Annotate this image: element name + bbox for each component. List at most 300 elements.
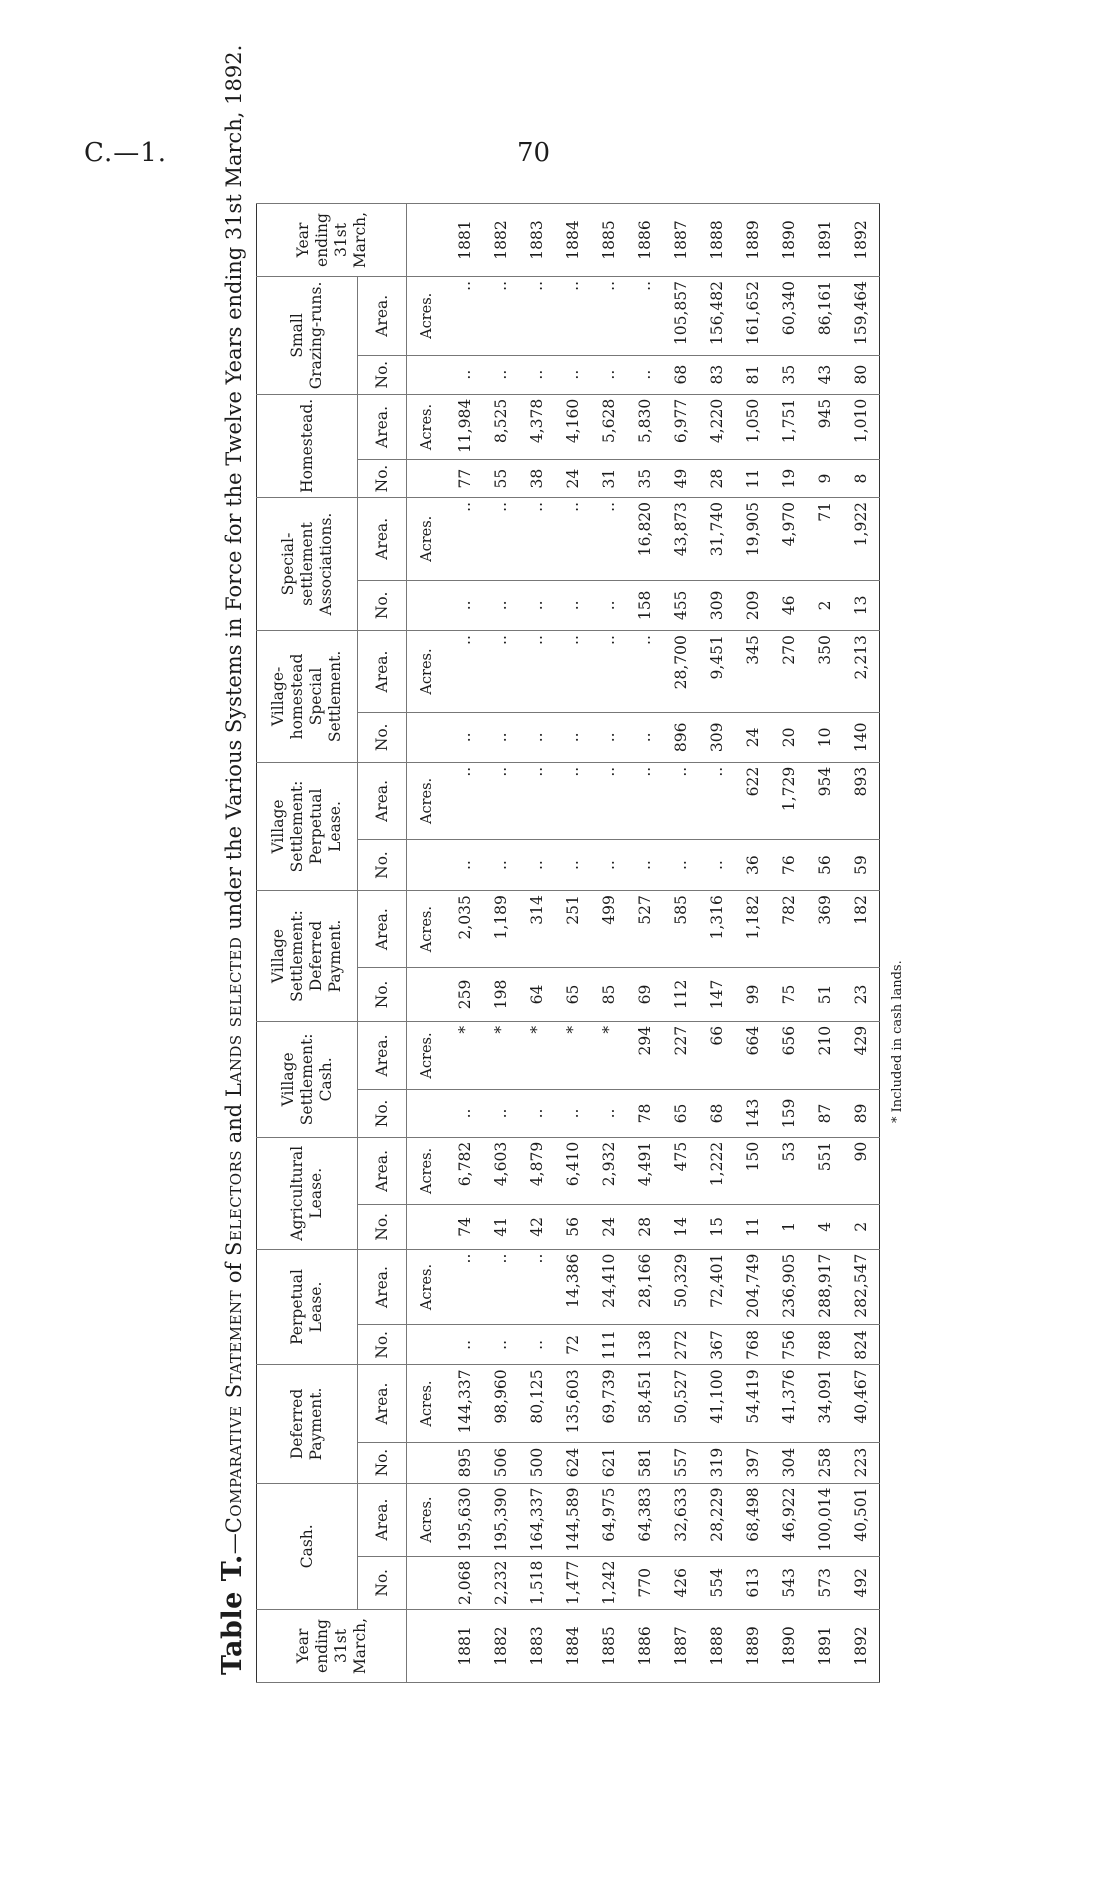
area-cell: 34,091: [807, 1365, 843, 1442]
table-row: [771, 204, 807, 1683]
number-cell: 159: [771, 1090, 807, 1138]
area-cell: 58,451: [627, 1365, 663, 1442]
area-cell: 475: [663, 1137, 699, 1204]
number-cell: 35: [627, 460, 663, 498]
area-cell: 68,498: [735, 1483, 771, 1556]
area-cell: 893: [843, 762, 880, 839]
number-cell: 111: [591, 1325, 627, 1365]
rotated-table-block: [210, 44, 905, 1683]
number-cell: 896: [663, 712, 699, 762]
area-cell: 144,337: [447, 1365, 483, 1442]
area-cell: ..: [519, 277, 555, 356]
area-cell: 161,652: [735, 277, 771, 356]
table-number: Table T.: [217, 1554, 248, 1675]
area-cell: 294: [627, 1021, 663, 1089]
number-cell: ..: [519, 1090, 555, 1138]
area-cell: 4,160: [555, 394, 591, 459]
number-cell: 64: [519, 968, 555, 1022]
table-row: [591, 204, 627, 1683]
area-cell: 204,749: [735, 1249, 771, 1325]
area-subheader: Area.: [358, 631, 407, 713]
area-cell: 6,410: [555, 1137, 591, 1204]
area-cell: 1,189: [483, 891, 519, 968]
year-cell: 1883: [519, 1610, 555, 1683]
number-cell: 138: [627, 1325, 663, 1365]
area-cell: 2,932: [591, 1137, 627, 1204]
number-cell: ..: [519, 580, 555, 630]
number-cell: 65: [555, 968, 591, 1022]
number-cell: ..: [483, 355, 519, 394]
area-cell: 4,603: [483, 1137, 519, 1204]
area-cell: 8,525: [483, 394, 519, 459]
year-cell: 1887: [663, 1610, 699, 1683]
area-cell: ..: [591, 277, 627, 356]
table-title: Table T.—Comparative Statement of Selectors and Lands selected under the Various Systems in Force for the Twelve Years ending 31st March, 1892.: [217, 44, 248, 1675]
area-cell: 90: [843, 1137, 880, 1204]
area-cell: ..: [591, 631, 627, 713]
unit-label: Acres.: [407, 1021, 448, 1089]
year-column-header-right: Year ending 31st March,: [257, 204, 407, 277]
area-cell: 16,820: [627, 497, 663, 580]
number-cell: 1,242: [591, 1556, 627, 1609]
number-cell: 56: [807, 840, 843, 891]
area-cell: 656: [771, 1021, 807, 1089]
year-cell: 1881: [447, 1610, 483, 1683]
unit-label: Acres.: [407, 497, 448, 580]
number-cell: 2: [843, 1205, 880, 1250]
number-cell: 1: [771, 1205, 807, 1250]
group-header: Village-homestead Special Settlement.: [257, 631, 358, 763]
number-subheader: No.: [358, 840, 407, 891]
year-cell-right: 1882: [483, 204, 519, 277]
area-cell: 135,603: [555, 1365, 591, 1442]
number-subheader: No.: [358, 580, 407, 630]
area-cell: 71: [807, 497, 843, 580]
table-row: [627, 204, 663, 1683]
page-number: 70: [517, 138, 551, 168]
number-cell: 209: [735, 580, 771, 630]
number-cell: 28: [699, 460, 735, 498]
area-cell: ..: [519, 762, 555, 839]
number-subheader: No.: [358, 460, 407, 498]
number-cell: ..: [483, 580, 519, 630]
area-cell: 4,491: [627, 1137, 663, 1204]
number-cell: 41: [483, 1205, 519, 1250]
number-cell: 2,232: [483, 1556, 519, 1609]
number-cell: 198: [483, 968, 519, 1022]
area-cell: 6,977: [663, 394, 699, 459]
area-cell: 350: [807, 631, 843, 713]
area-cell: 585: [663, 891, 699, 968]
number-cell: 573: [807, 1556, 843, 1609]
area-cell: 156,482: [699, 277, 735, 356]
table-row: [699, 204, 735, 1683]
area-cell: 314: [519, 891, 555, 968]
area-cell: ..: [483, 762, 519, 839]
number-cell: ..: [447, 840, 483, 891]
table-row: [735, 204, 771, 1683]
number-cell: 304: [771, 1442, 807, 1483]
number-cell: ..: [519, 840, 555, 891]
area-cell: ..: [627, 277, 663, 356]
number-cell: 11: [735, 1205, 771, 1250]
group-header: Small Grazing-runs.: [257, 277, 358, 395]
area-cell: 782: [771, 891, 807, 968]
number-cell: ..: [591, 712, 627, 762]
group-header: Village Settlement: Deferred Payment.: [257, 891, 358, 1022]
area-cell: 53: [771, 1137, 807, 1204]
unit-label: Acres.: [407, 394, 448, 459]
area-cell: ..: [519, 1249, 555, 1325]
year-cell-right: 1891: [807, 204, 843, 277]
area-subheader: Area.: [358, 1249, 407, 1325]
area-cell: 664: [735, 1021, 771, 1089]
area-cell: *: [555, 1021, 591, 1089]
number-cell: 83: [699, 355, 735, 394]
statistics-table: [256, 203, 880, 1683]
area-cell: 28,166: [627, 1249, 663, 1325]
year-cell: 1892: [843, 1610, 880, 1683]
area-cell: ..: [699, 762, 735, 839]
area-cell: 60,340: [771, 277, 807, 356]
area-cell: 270: [771, 631, 807, 713]
number-cell: 140: [843, 712, 880, 762]
area-cell: 11,984: [447, 394, 483, 459]
area-cell: 1,182: [735, 891, 771, 968]
unit-label: Acres.: [407, 762, 448, 839]
number-cell: ..: [447, 355, 483, 394]
area-cell: 80,125: [519, 1365, 555, 1442]
footnote: * Included in cash lands.: [890, 960, 905, 1123]
number-cell: 147: [699, 968, 735, 1022]
number-cell: ..: [483, 712, 519, 762]
area-cell: 288,917: [807, 1249, 843, 1325]
number-cell: ..: [555, 840, 591, 891]
year-cell-right: 1886: [627, 204, 663, 277]
number-subheader: No.: [358, 1205, 407, 1250]
area-cell: 5,830: [627, 394, 663, 459]
number-cell: 99: [735, 968, 771, 1022]
number-subheader: No.: [358, 968, 407, 1022]
area-cell: 40,467: [843, 1365, 880, 1442]
area-cell: ..: [447, 762, 483, 839]
area-cell: 945: [807, 394, 843, 459]
number-cell: 2: [807, 580, 843, 630]
area-subheader: Area.: [358, 1365, 407, 1442]
area-cell: 195,630: [447, 1483, 483, 1556]
area-cell: ..: [483, 631, 519, 713]
number-cell: 143: [735, 1090, 771, 1138]
area-cell: ..: [663, 762, 699, 839]
number-cell: 65: [663, 1090, 699, 1138]
area-cell: 100,014: [807, 1483, 843, 1556]
area-subheader: Area.: [358, 891, 407, 968]
area-cell: 72,401: [699, 1249, 735, 1325]
area-cell: ..: [555, 277, 591, 356]
area-cell: 345: [735, 631, 771, 713]
unit-label: Acres.: [407, 631, 448, 713]
year-cell: 1886: [627, 1610, 663, 1683]
area-cell: 6,782: [447, 1137, 483, 1204]
number-cell: 49: [663, 460, 699, 498]
number-cell: 20: [771, 712, 807, 762]
area-cell: 43,873: [663, 497, 699, 580]
area-cell: 551: [807, 1137, 843, 1204]
number-cell: 543: [771, 1556, 807, 1609]
area-cell: ..: [447, 497, 483, 580]
area-cell: 159,464: [843, 277, 880, 356]
number-cell: 581: [627, 1442, 663, 1483]
number-cell: 28: [627, 1205, 663, 1250]
area-cell: 40,501: [843, 1483, 880, 1556]
area-subheader: Area.: [358, 762, 407, 839]
number-subheader: No.: [358, 1325, 407, 1365]
number-cell: ..: [519, 1325, 555, 1365]
number-cell: 1,477: [555, 1556, 591, 1609]
unit-label: Acres.: [407, 277, 448, 356]
table-row: [843, 204, 880, 1683]
number-cell: 24: [591, 1205, 627, 1250]
number-cell: 38: [519, 460, 555, 498]
number-cell: ..: [591, 580, 627, 630]
group-header-row: [257, 204, 358, 1683]
number-cell: 77: [447, 460, 483, 498]
number-cell: ..: [447, 712, 483, 762]
number-cell: 85: [591, 968, 627, 1022]
number-cell: 10: [807, 712, 843, 762]
group-header: Village Settlement: Cash.: [257, 1021, 358, 1137]
number-cell: 55: [483, 460, 519, 498]
area-cell: ..: [627, 631, 663, 713]
area-cell: ..: [483, 277, 519, 356]
number-cell: 112: [663, 968, 699, 1022]
number-cell: 455: [663, 580, 699, 630]
number-cell: ..: [483, 1325, 519, 1365]
area-cell: 24,410: [591, 1249, 627, 1325]
number-cell: 624: [555, 1442, 591, 1483]
number-cell: 309: [699, 580, 735, 630]
number-cell: ..: [699, 840, 735, 891]
number-cell: 68: [699, 1090, 735, 1138]
number-cell: 42: [519, 1205, 555, 1250]
area-cell: 210: [807, 1021, 843, 1089]
table-body: [407, 204, 880, 1683]
area-cell: ..: [555, 762, 591, 839]
year-cell-right: 1888: [699, 204, 735, 277]
area-cell: 28,229: [699, 1483, 735, 1556]
area-cell: 1,010: [843, 394, 880, 459]
area-cell: 499: [591, 891, 627, 968]
number-cell: 8: [843, 460, 880, 498]
area-cell: *: [591, 1021, 627, 1089]
number-cell: 770: [627, 1556, 663, 1609]
unit-label: Acres.: [407, 1137, 448, 1204]
table-row: [483, 204, 519, 1683]
area-cell: 41,100: [699, 1365, 735, 1442]
year-cell-right: 1885: [591, 204, 627, 277]
area-cell: 105,857: [663, 277, 699, 356]
number-cell: ..: [519, 712, 555, 762]
area-cell: 429: [843, 1021, 880, 1089]
number-cell: 23: [843, 968, 880, 1022]
number-cell: ..: [627, 355, 663, 394]
page-reference: C.—1.: [84, 138, 168, 168]
area-cell: 14,386: [555, 1249, 591, 1325]
area-cell: ..: [519, 631, 555, 713]
area-cell: 9,451: [699, 631, 735, 713]
area-cell: 195,390: [483, 1483, 519, 1556]
number-cell: 31: [591, 460, 627, 498]
area-subheader: Area.: [358, 1137, 407, 1204]
table-row: [447, 204, 483, 1683]
area-cell: 1,751: [771, 394, 807, 459]
number-cell: ..: [447, 1090, 483, 1138]
area-cell: 954: [807, 762, 843, 839]
number-cell: 72: [555, 1325, 591, 1365]
number-cell: ..: [591, 840, 627, 891]
area-cell: 150: [735, 1137, 771, 1204]
year-cell-right: 1890: [771, 204, 807, 277]
area-cell: 369: [807, 891, 843, 968]
number-cell: 554: [699, 1556, 735, 1609]
number-cell: 76: [771, 840, 807, 891]
number-cell: ..: [483, 840, 519, 891]
number-cell: 621: [591, 1442, 627, 1483]
number-cell: 557: [663, 1442, 699, 1483]
number-cell: ..: [627, 840, 663, 891]
area-cell: 4,378: [519, 394, 555, 459]
number-cell: 74: [447, 1205, 483, 1250]
number-subheader: No.: [358, 712, 407, 762]
area-cell: 64,975: [591, 1483, 627, 1556]
subheader-row: [358, 204, 407, 1683]
area-cell: 164,337: [519, 1483, 555, 1556]
area-cell: ..: [555, 497, 591, 580]
area-cell: 50,329: [663, 1249, 699, 1325]
number-cell: ..: [627, 712, 663, 762]
area-cell: 64,383: [627, 1483, 663, 1556]
table-row: [519, 204, 555, 1683]
area-subheader: Area.: [358, 1021, 407, 1089]
number-cell: 36: [735, 840, 771, 891]
year-cell-right: 1887: [663, 204, 699, 277]
number-cell: 895: [447, 1442, 483, 1483]
number-cell: ..: [483, 1090, 519, 1138]
group-header: Deferred Payment.: [257, 1365, 358, 1483]
table-row: [663, 204, 699, 1683]
page-header: [0, 138, 1114, 178]
area-cell: 54,419: [735, 1365, 771, 1442]
units-row: [407, 204, 448, 1683]
number-cell: 426: [663, 1556, 699, 1609]
number-cell: 272: [663, 1325, 699, 1365]
group-header: Perpetual Lease.: [257, 1249, 358, 1365]
number-cell: 75: [771, 968, 807, 1022]
number-cell: 258: [807, 1442, 843, 1483]
unit-label: Acres.: [407, 891, 448, 968]
area-cell: 98,960: [483, 1365, 519, 1442]
number-cell: 51: [807, 968, 843, 1022]
area-cell: ..: [591, 762, 627, 839]
number-cell: 309: [699, 712, 735, 762]
area-cell: ..: [555, 631, 591, 713]
area-cell: 86,161: [807, 277, 843, 356]
number-cell: 11: [735, 460, 771, 498]
number-cell: 492: [843, 1556, 880, 1609]
group-header: Agricultural Lease.: [257, 1137, 358, 1249]
number-cell: 19: [771, 460, 807, 498]
number-cell: 89: [843, 1090, 880, 1138]
area-cell: 227: [663, 1021, 699, 1089]
area-cell: 19,905: [735, 497, 771, 580]
year-cell-right: 1883: [519, 204, 555, 277]
table-row: [555, 204, 591, 1683]
number-cell: ..: [519, 355, 555, 394]
number-cell: 4: [807, 1205, 843, 1250]
area-cell: 41,376: [771, 1365, 807, 1442]
area-cell: 2,213: [843, 631, 880, 713]
number-cell: ..: [447, 1325, 483, 1365]
number-cell: 824: [843, 1325, 880, 1365]
number-cell: 367: [699, 1325, 735, 1365]
number-cell: 9: [807, 460, 843, 498]
number-cell: 506: [483, 1442, 519, 1483]
group-header: Special-settlement Associations.: [257, 497, 358, 630]
number-subheader: No.: [358, 355, 407, 394]
area-cell: 1,316: [699, 891, 735, 968]
area-cell: 4,970: [771, 497, 807, 580]
number-cell: 2,068: [447, 1556, 483, 1609]
area-subheader: Area.: [358, 277, 407, 356]
number-cell: 397: [735, 1442, 771, 1483]
area-cell: 622: [735, 762, 771, 839]
number-cell: 223: [843, 1442, 880, 1483]
area-cell: *: [519, 1021, 555, 1089]
number-cell: 259: [447, 968, 483, 1022]
area-subheader: Area.: [358, 497, 407, 580]
area-subheader: Area.: [358, 1483, 407, 1556]
number-cell: 69: [627, 968, 663, 1022]
area-cell: 31,740: [699, 497, 735, 580]
year-cell: 1882: [483, 1610, 519, 1683]
number-cell: ..: [447, 580, 483, 630]
area-cell: 32,633: [663, 1483, 699, 1556]
unit-label: Acres.: [407, 1483, 448, 1556]
area-cell: 236,905: [771, 1249, 807, 1325]
area-cell: 144,589: [555, 1483, 591, 1556]
number-cell: 13: [843, 580, 880, 630]
area-cell: 5,628: [591, 394, 627, 459]
year-cell: 1885: [591, 1610, 627, 1683]
number-cell: ..: [591, 355, 627, 394]
number-cell: ..: [555, 580, 591, 630]
year-cell: 1888: [699, 1610, 735, 1683]
area-cell: ..: [591, 497, 627, 580]
area-cell: 69,739: [591, 1365, 627, 1442]
area-cell: 2,035: [447, 891, 483, 968]
area-cell: 1,222: [699, 1137, 735, 1204]
area-cell: 46,922: [771, 1483, 807, 1556]
number-cell: 59: [843, 840, 880, 891]
number-cell: 319: [699, 1442, 735, 1483]
year-cell: 1890: [771, 1610, 807, 1683]
number-cell: 15: [699, 1205, 735, 1250]
unit-label: Acres.: [407, 1365, 448, 1442]
area-cell: ..: [483, 497, 519, 580]
number-cell: 87: [807, 1090, 843, 1138]
number-cell: 768: [735, 1325, 771, 1365]
year-column-header: Year ending 31st March,: [257, 1610, 407, 1683]
